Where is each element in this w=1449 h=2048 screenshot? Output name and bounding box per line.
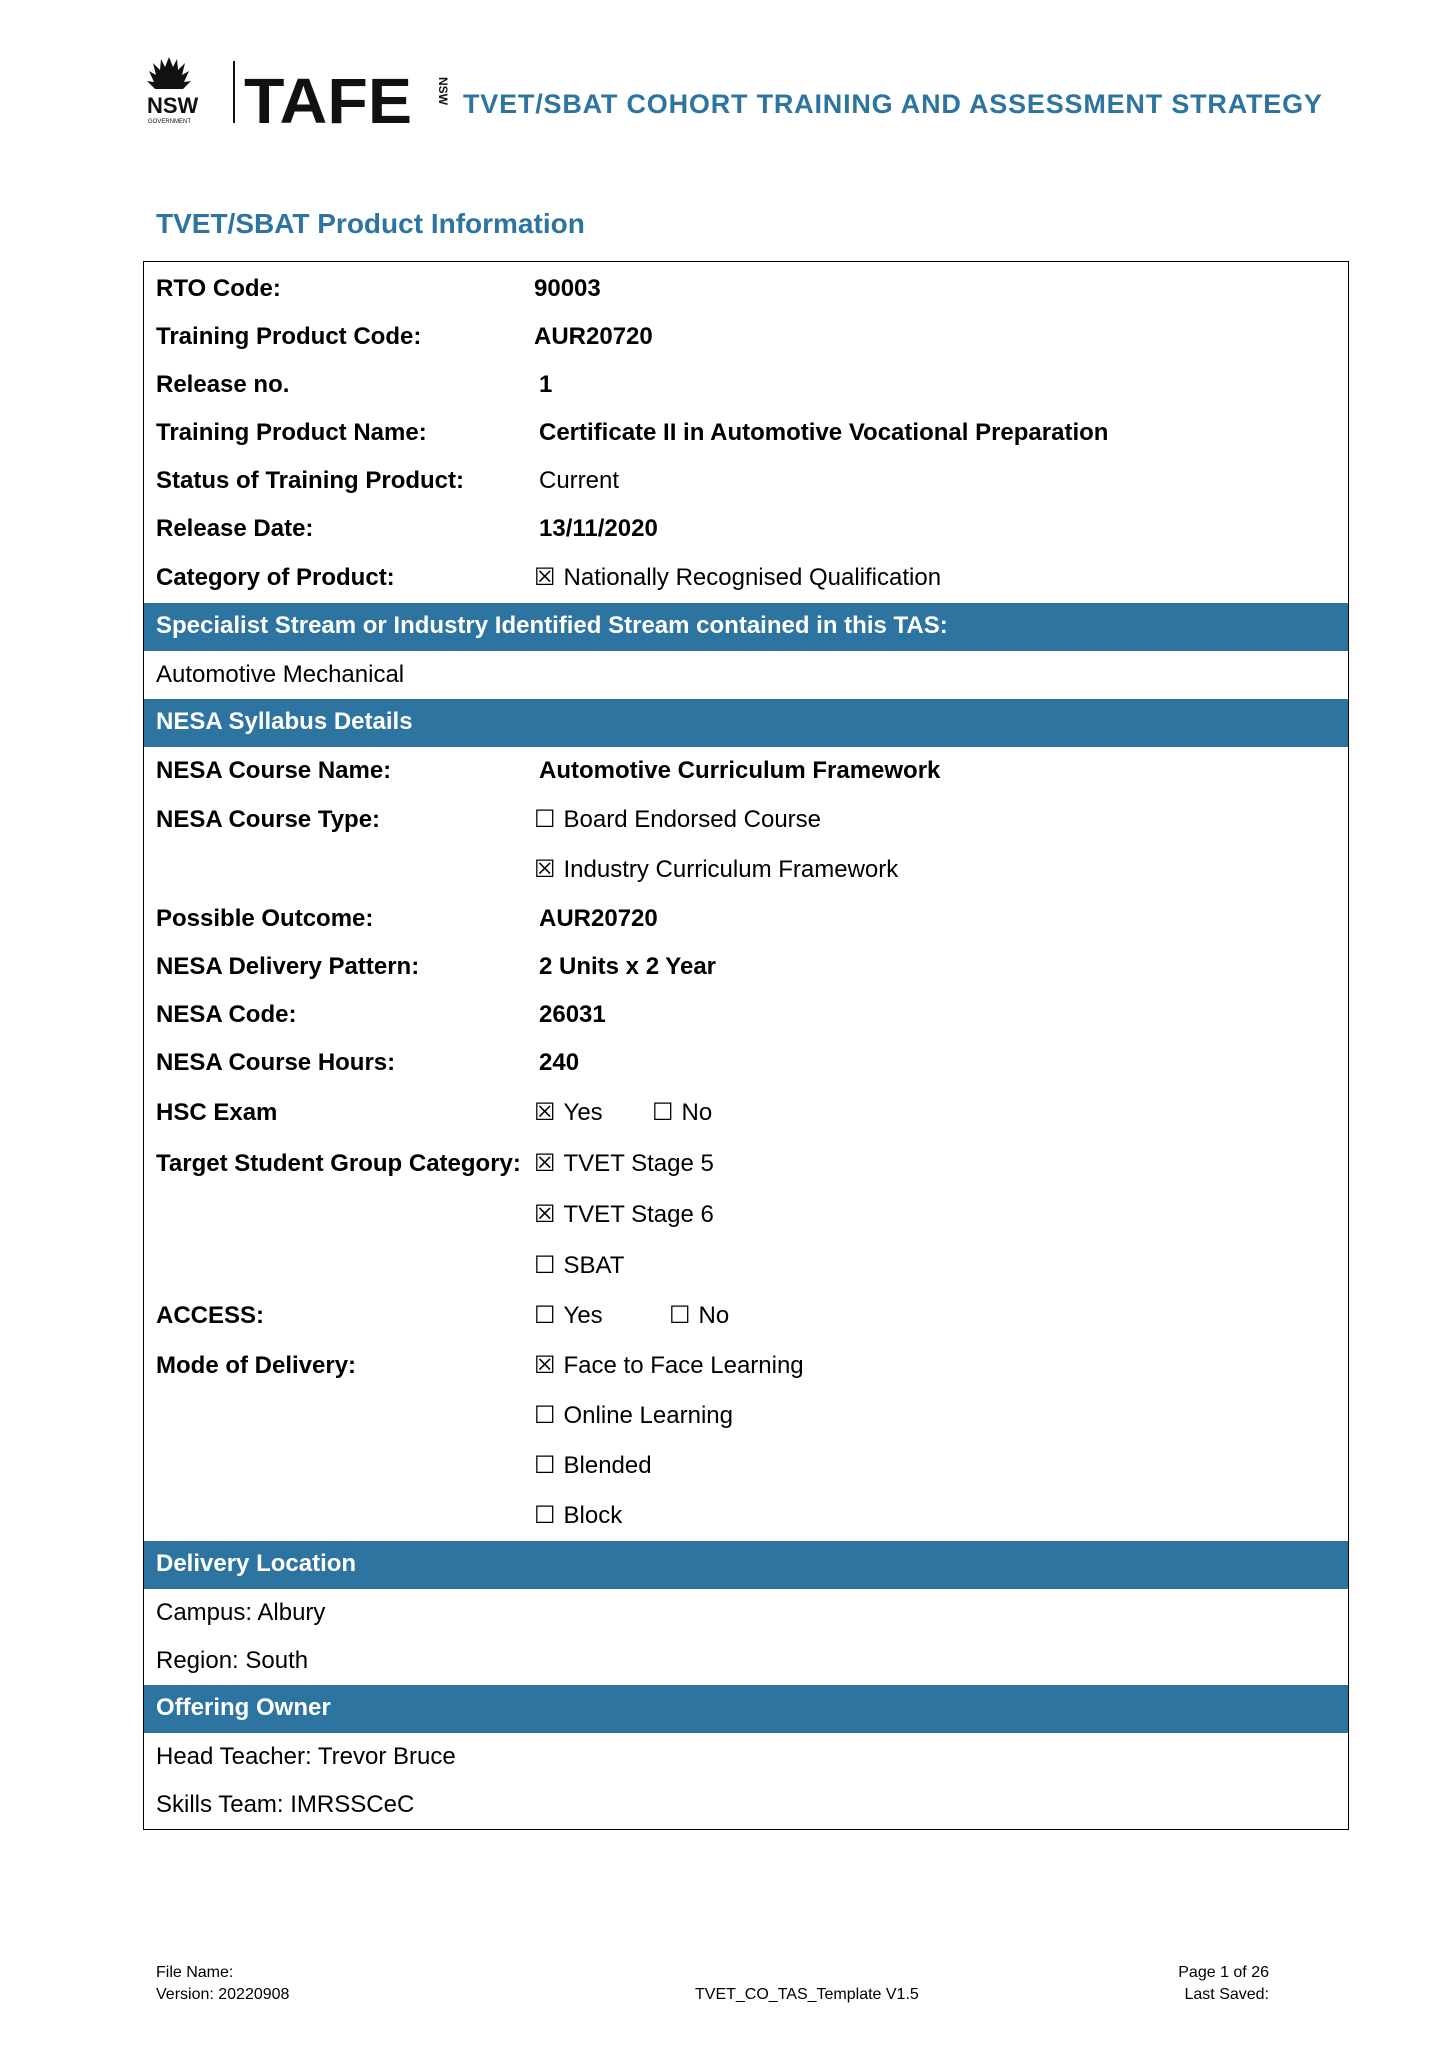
mode-of-delivery-row-3 (144, 1441, 1348, 1491)
checkbox-checked-icon[interactable]: ☒ (534, 1150, 556, 1177)
nesa-hours-value: 240 (539, 1049, 580, 1076)
release-no-value: 1 (539, 371, 553, 398)
product-name-row (144, 409, 1348, 457)
rto-code-value: 90003 (534, 275, 601, 302)
region-row (144, 1637, 1348, 1685)
access-no-label: No (698, 1302, 730, 1329)
mode-option-label: Blended (563, 1452, 652, 1479)
offering-owner-header: Offering Owner (144, 1685, 1348, 1733)
checkbox-unchecked-icon[interactable]: ☐ (669, 1302, 691, 1329)
delivery-pattern-row (144, 943, 1348, 991)
rto-code-label: RTO Code: (156, 275, 281, 302)
status-label: Status of Training Product: (156, 467, 465, 494)
checkbox-checked-icon[interactable]: ☒ (534, 1201, 556, 1228)
nsw-tafe-logo (147, 55, 450, 137)
nesa-course-name-value: Automotive Curriculum Framework (539, 757, 941, 784)
status-value: Current (539, 467, 620, 494)
nesa-hours-label: NESA Course Hours: (156, 1049, 396, 1076)
hsc-no-option (652, 1087, 712, 1138)
access-no-option (669, 1291, 729, 1341)
mode-of-delivery-row-4 (144, 1491, 1348, 1541)
head-teacher-value: Head Teacher: Trevor Bruce (156, 1743, 456, 1770)
mode-option-face-to-face (534, 1341, 804, 1391)
checkbox-unchecked-icon[interactable]: ☐ (534, 1302, 556, 1329)
mode-of-delivery-row-2 (144, 1391, 1348, 1441)
category-option (534, 553, 941, 603)
hsc-yes-label: Yes (563, 1099, 603, 1126)
nesa-section-header: NESA Syllabus Details (144, 699, 1348, 747)
target-group-row-3 (144, 1240, 1348, 1291)
nesa-code-label: NESA Code: (156, 1001, 297, 1028)
access-yes-label: Yes (563, 1302, 603, 1329)
access-yes-option (534, 1291, 603, 1341)
logo-divider (233, 61, 235, 123)
delivery-pattern-label: NESA Delivery Pattern: (156, 953, 420, 980)
checkbox-unchecked-icon[interactable]: ☐ (534, 806, 556, 833)
nesa-code-value: 26031 (539, 1001, 606, 1028)
target-group-row (144, 1138, 1348, 1189)
product-name-value: Certificate II in Automotive Vocational Preparation (539, 419, 1109, 446)
checkbox-checked-icon[interactable]: ☒ (534, 564, 556, 591)
mode-option-online (534, 1391, 733, 1441)
target-option-stage5 (534, 1138, 714, 1189)
checkbox-unchecked-icon[interactable]: ☐ (534, 1252, 556, 1279)
skills-team-row (144, 1781, 1348, 1829)
footer-version: Version: 20220908 (156, 1986, 290, 2003)
access-label: ACCESS: (156, 1302, 265, 1329)
release-date-row (144, 505, 1348, 553)
release-no-row (144, 361, 1348, 409)
hsc-yes-option (534, 1087, 603, 1138)
nesa-course-name-label: NESA Course Name: (156, 757, 392, 784)
target-group-row-2 (144, 1189, 1348, 1240)
nesa-code-row (144, 991, 1348, 1039)
target-option-label: TVET Stage 5 (563, 1150, 714, 1177)
page-header (147, 55, 1323, 137)
access-row (144, 1291, 1348, 1341)
head-teacher-row (144, 1733, 1348, 1781)
possible-outcome-value: AUR20720 (539, 905, 658, 932)
stream-value: Automotive Mechanical (156, 661, 405, 688)
checkbox-checked-icon[interactable]: ☒ (534, 856, 556, 883)
region-value: Region: South (156, 1647, 309, 1674)
nesa-course-type-label: NESA Course Type: (156, 806, 381, 833)
category-value: Nationally Recognised Qualification (563, 564, 942, 591)
delivery-location-header: Delivery Location (144, 1541, 1348, 1589)
release-date-label: Release Date: (156, 515, 314, 542)
category-label: Category of Product: (156, 564, 395, 591)
section-title: TVET/SBAT Product Information (156, 208, 585, 239)
logo-nsw-text: NSW (147, 93, 199, 118)
nesa-course-type-row (144, 795, 1348, 845)
status-row (144, 457, 1348, 505)
delivery-pattern-value: 2 Units x 2 Year (539, 953, 716, 980)
footer-last-saved: Last Saved: (1184, 1986, 1269, 2003)
document-title: TVET/SBAT COHORT TRAINING AND ASSESSMENT STRATEGY (463, 89, 1323, 119)
nesa-course-type-row-2 (144, 845, 1348, 895)
target-option-stage6 (534, 1189, 714, 1240)
checkbox-unchecked-icon[interactable]: ☐ (534, 1452, 556, 1479)
product-code-row (144, 313, 1348, 361)
mode-option-label: Block (563, 1502, 623, 1529)
mode-option-blended (534, 1441, 652, 1491)
hsc-exam-row (144, 1087, 1348, 1138)
release-date-value: 13/11/2020 (539, 515, 658, 542)
target-option-label: SBAT (563, 1252, 625, 1279)
checkbox-unchecked-icon[interactable]: ☐ (652, 1099, 674, 1126)
mode-of-delivery-label: Mode of Delivery: (156, 1352, 357, 1379)
checkbox-checked-icon[interactable]: ☒ (534, 1352, 556, 1379)
course-type-option-industry (534, 845, 898, 895)
possible-outcome-label: Possible Outcome: (156, 905, 374, 932)
category-row (144, 553, 1348, 603)
release-no-label: Release no. (156, 371, 290, 398)
target-group-label: Target Student Group Category: (156, 1150, 521, 1177)
footer-page-number: Page 1 of 26 (1178, 1964, 1269, 1981)
checkbox-checked-icon[interactable]: ☒ (534, 1099, 556, 1126)
checkbox-unchecked-icon[interactable]: ☐ (534, 1502, 556, 1529)
target-option-sbat (534, 1240, 624, 1291)
logo-tafe-side-text: NSW (436, 77, 450, 105)
checkbox-unchecked-icon[interactable]: ☐ (534, 1402, 556, 1429)
course-type-option-label: Board Endorsed Course (563, 806, 821, 833)
campus-row (144, 1589, 1348, 1637)
campus-value: Campus: Albury (156, 1599, 326, 1626)
logo-government-text: GOVERNMENT (148, 119, 192, 125)
hsc-no-label: No (681, 1099, 713, 1126)
skills-team-value: Skills Team: IMRSSCeC (156, 1791, 415, 1818)
product-name-label: Training Product Name: (156, 419, 427, 446)
footer-right (1178, 1962, 1269, 2006)
nesa-course-name-row (144, 747, 1348, 795)
course-type-option-board (534, 795, 821, 845)
mode-option-block (534, 1491, 622, 1541)
nesa-hours-row (144, 1039, 1348, 1087)
hsc-exam-label: HSC Exam (156, 1099, 278, 1126)
course-type-option-label: Industry Curriculum Framework (563, 856, 899, 883)
stream-row (144, 651, 1348, 699)
product-code-label: Training Product Code: (156, 323, 422, 350)
product-info-table (143, 261, 1349, 1830)
waratah-icon (147, 57, 191, 89)
footer-left (156, 1962, 289, 2006)
target-option-label: TVET Stage 6 (563, 1201, 714, 1228)
stream-section-header: Specialist Stream or Industry Identified Stream contained in this TAS: (144, 603, 1348, 651)
mode-of-delivery-row (144, 1341, 1348, 1391)
possible-outcome-row (144, 895, 1348, 943)
rto-code-row (144, 265, 1348, 313)
footer-file-name: File Name: (156, 1964, 234, 1981)
footer-template: TVET_CO_TAS_Template V1.5 (695, 1986, 919, 2003)
mode-option-label: Face to Face Learning (563, 1352, 804, 1379)
logo-tafe-text: TAFE (244, 65, 412, 137)
mode-option-label: Online Learning (563, 1402, 733, 1429)
product-code-value: AUR20720 (534, 323, 653, 350)
